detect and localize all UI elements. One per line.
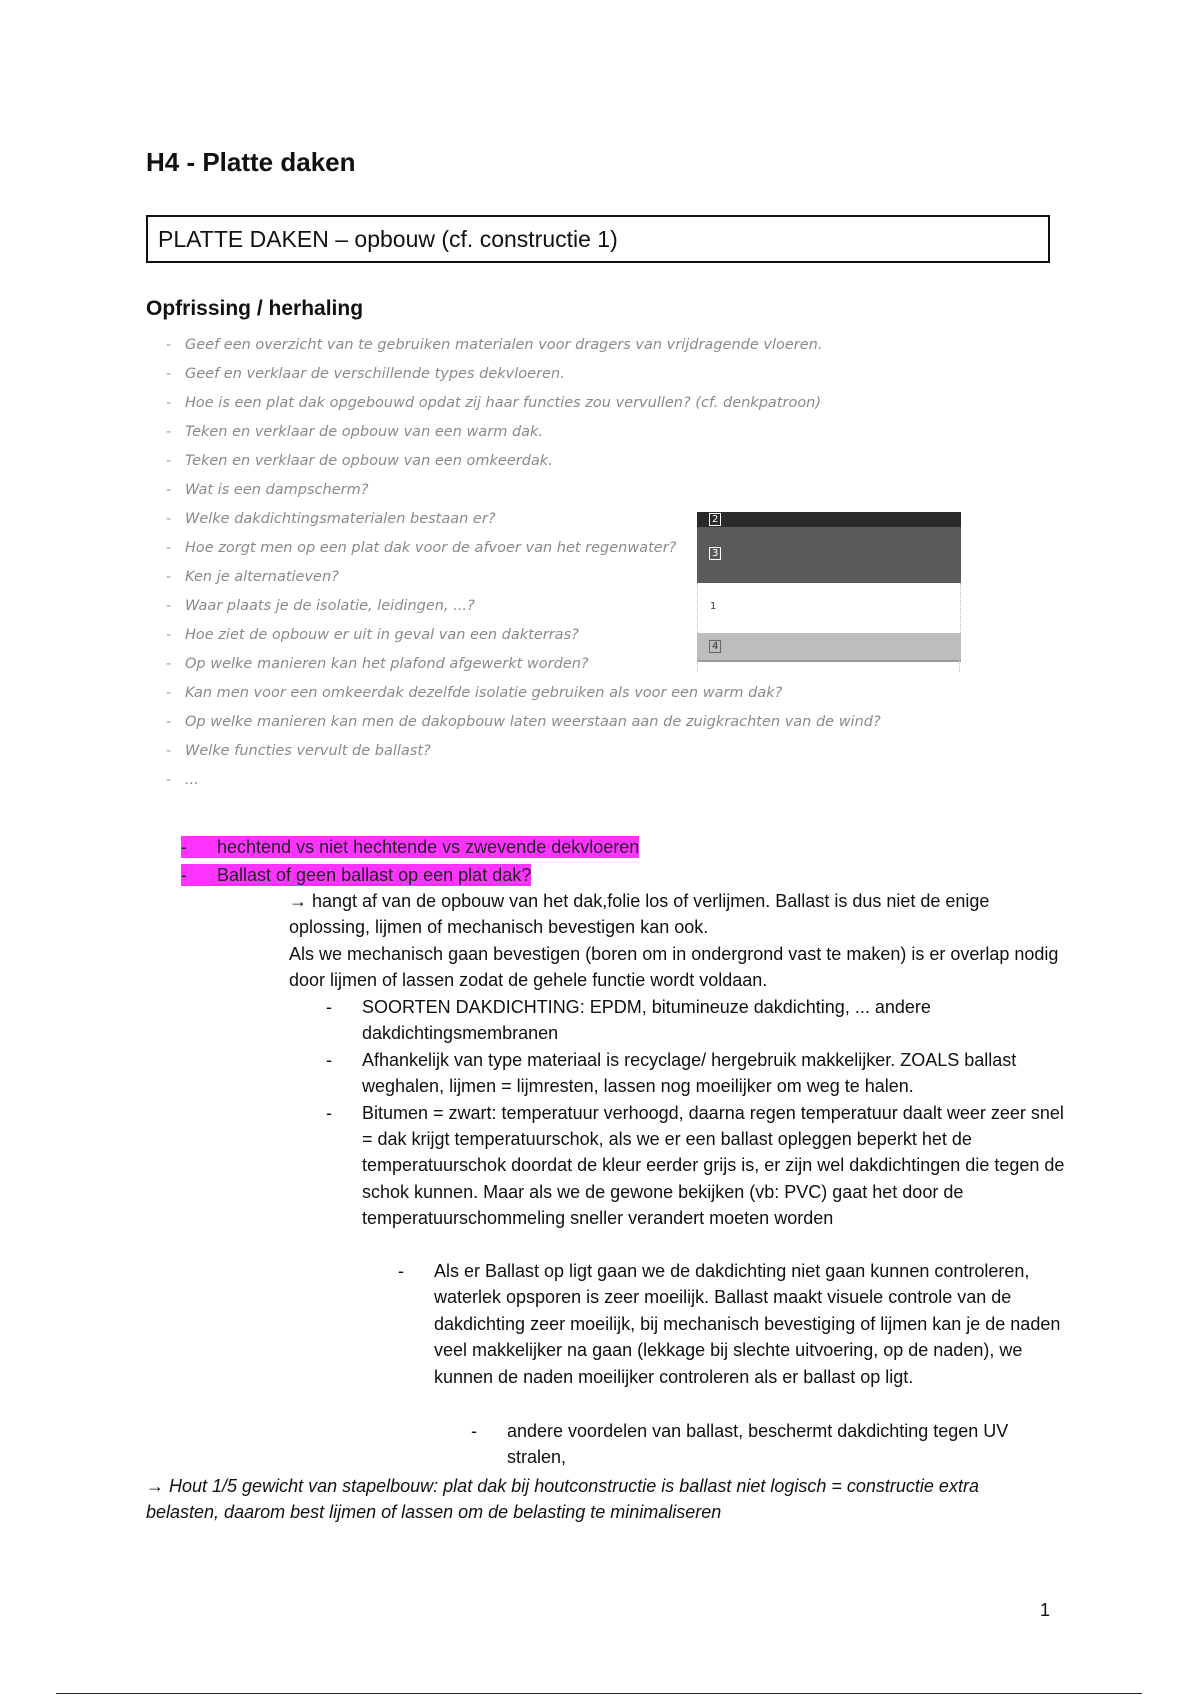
question-text: Geef en verklaar de verschillende types dekvloeren. — [185, 366, 565, 382]
question-item — [166, 389, 1046, 418]
question-text: Welke functies vervult de ballast? — [185, 743, 431, 759]
list-item: - andere voordelen van ballast, beschermt dakdichting tegen UV stralen, — [471, 1418, 1071, 1471]
question-text: Welke dakdichtingsmaterialen bestaan er? — [185, 511, 496, 527]
sub-list-level-1 — [326, 994, 1066, 1232]
highlight-item-2 — [181, 864, 531, 886]
bullet: - — [166, 743, 172, 759]
question-text: Kan men voor een omkeerdak dezelfde isolatie gebruiken als voor een warm dak? — [185, 685, 783, 701]
layer-1-label: 1 — [710, 601, 717, 612]
question-item — [166, 360, 1046, 389]
question-item — [166, 766, 1046, 795]
question-text: ... — [185, 772, 199, 788]
answer-line: Als we mechanisch gaan bevestigen (boren om in ondergrond vast te maken) is er overlap nodig door lijmen of lassen zodat de gehele functie wordt voldaan. — [289, 943, 1059, 991]
question-text: Op welke manieren kan men de dakopbouw laten weerstaan aan de zuigkrachten van de wind? — [185, 714, 881, 730]
roof-layer-diagram — [697, 508, 961, 664]
bullet: - — [166, 366, 172, 382]
question-text: Ken je alternatieven? — [185, 569, 339, 585]
question-text: Hoe is een plat dak opgebouwd opdat zij haar functies zou vervullen? (cf. denkpatroon) — [185, 395, 822, 411]
question-text: Hoe zorgt men op een plat dak voor de afvoer van het regenwater? — [185, 540, 677, 556]
layer-4 — [697, 633, 961, 662]
dash: - — [181, 837, 187, 857]
bullet: - — [166, 482, 172, 498]
bullet: - — [166, 511, 172, 527]
bullet: - — [166, 453, 172, 469]
list-item: - SOORTEN DAKDICHTING: EPDM, bitumineuze dakdichting, ... andere dakdichtingsmembranen — [326, 994, 1066, 1047]
question-item — [166, 679, 1046, 708]
dash: - — [181, 865, 187, 885]
layer-3 — [697, 527, 961, 583]
bullet: - — [166, 772, 172, 788]
sub-list-level-2 — [398, 1258, 1068, 1390]
bullet: - — [166, 395, 172, 411]
section-subheading: Opfrissing / herhaling — [146, 297, 364, 320]
bullet: - — [166, 598, 172, 614]
question-item — [166, 737, 1046, 766]
bullet: - — [166, 337, 172, 353]
bullet: - — [166, 627, 172, 643]
layer-2-label: 2 — [709, 513, 721, 526]
bullet: - — [166, 714, 172, 730]
layer-4-label: 4 — [709, 640, 721, 653]
question-text: Waar plaats je de isolatie, leidingen, ...? — [185, 598, 475, 614]
question-item — [166, 418, 1046, 447]
footer-divider — [56, 1693, 1142, 1694]
page-title: H4 - Platte daken — [146, 147, 356, 177]
question-text: Teken en verklaar de opbouw van een warm dak. — [185, 424, 544, 440]
bullet: - — [166, 424, 172, 440]
question-item — [166, 447, 1046, 476]
layer-1 — [697, 583, 961, 633]
list-item: - Bitumen = zwart: temperatuur verhoogd, daarna regen temperatuur daalt weer zeer snel = dak krijgt temperatuurschok, als we er een ballast opleggen beperkt het de temperatuurschok doordat de kleur eerder grijs is, er zijn wel dakdichtingen die tegen de schok kunnen. Maar als we de gewone bekijken (vb: PVC) gaat het door de temperatuurschommeling sneller verandert moeten worden — [326, 1100, 1066, 1232]
sub-list-level-3 — [471, 1418, 1071, 1471]
question-text: Op welke manieren kan het plafond afgewerkt worden? — [185, 656, 589, 672]
section-box: PLATTE DAKEN – opbouw (cf. constructie 1) — [146, 215, 1050, 263]
highlight-text: hechtend vs niet hechtende vs zwevende dekvloeren — [217, 837, 640, 857]
list-item: - Als er Ballast op ligt gaan we de dakdichting niet gaan kunnen controleren, waterlek opsporen is zeer moeilijk. Ballast maakt visuele controle van de dakdichting zeer moeilijk, bij mechanisch bevestiging of lijmen kan je de naden veel makkelijker na gaan (lekkage bij slechte uitvoering, op de naden), we kunnen de naden moeilijker controleren als er ballast op ligt. — [398, 1258, 1068, 1390]
question-text: Wat is een dampscherm? — [185, 482, 369, 498]
bullet: - — [166, 656, 172, 672]
highlight-item-1 — [181, 836, 639, 858]
bullet: - — [166, 569, 172, 585]
diagram-edge-mark — [959, 660, 961, 672]
question-item — [166, 331, 1046, 360]
answer-paragraph — [289, 888, 1069, 994]
italic-note: → Hout 1/5 gewicht van stapelbouw: plat dak bij houtconstructie is ballast niet logisch = constructie extra belasten, daarom best lijmen of lassen om de belasting te minimaliseren — [146, 1476, 979, 1523]
layer-3-label: 3 — [709, 547, 721, 560]
diagram-edge-mark — [697, 660, 699, 672]
question-text: Geef een overzicht van te gebruiken materialen voor dragers van vrijdragende vloeren. — [185, 337, 823, 353]
bullet: - — [166, 540, 172, 556]
question-item — [166, 476, 1046, 505]
question-text: Teken en verklaar de opbouw van een omkeerdak. — [185, 453, 553, 469]
list-item: - Afhankelijk van type materiaal is recyclage/ hergebruik makkelijker. ZOALS ballast weghalen, lijmen = lijmresten, lassen nog moeilijker om weg te halen. — [326, 1047, 1066, 1100]
answer-line: → hangt af van de opbouw van het dak,folie los of verlijmen. Ballast is dus niet de enige oplossing, lijmen of mechanisch bevestigen kan ook. — [289, 891, 990, 938]
layer-2 — [697, 512, 961, 527]
highlight-text: Ballast of geen ballast op een plat dak? — [217, 865, 532, 885]
page-number: 1 — [1040, 1600, 1051, 1620]
bullet: - — [166, 685, 172, 701]
question-item — [166, 708, 1046, 737]
question-text: Hoe ziet de opbouw er uit in geval van een dakterras? — [185, 627, 579, 643]
